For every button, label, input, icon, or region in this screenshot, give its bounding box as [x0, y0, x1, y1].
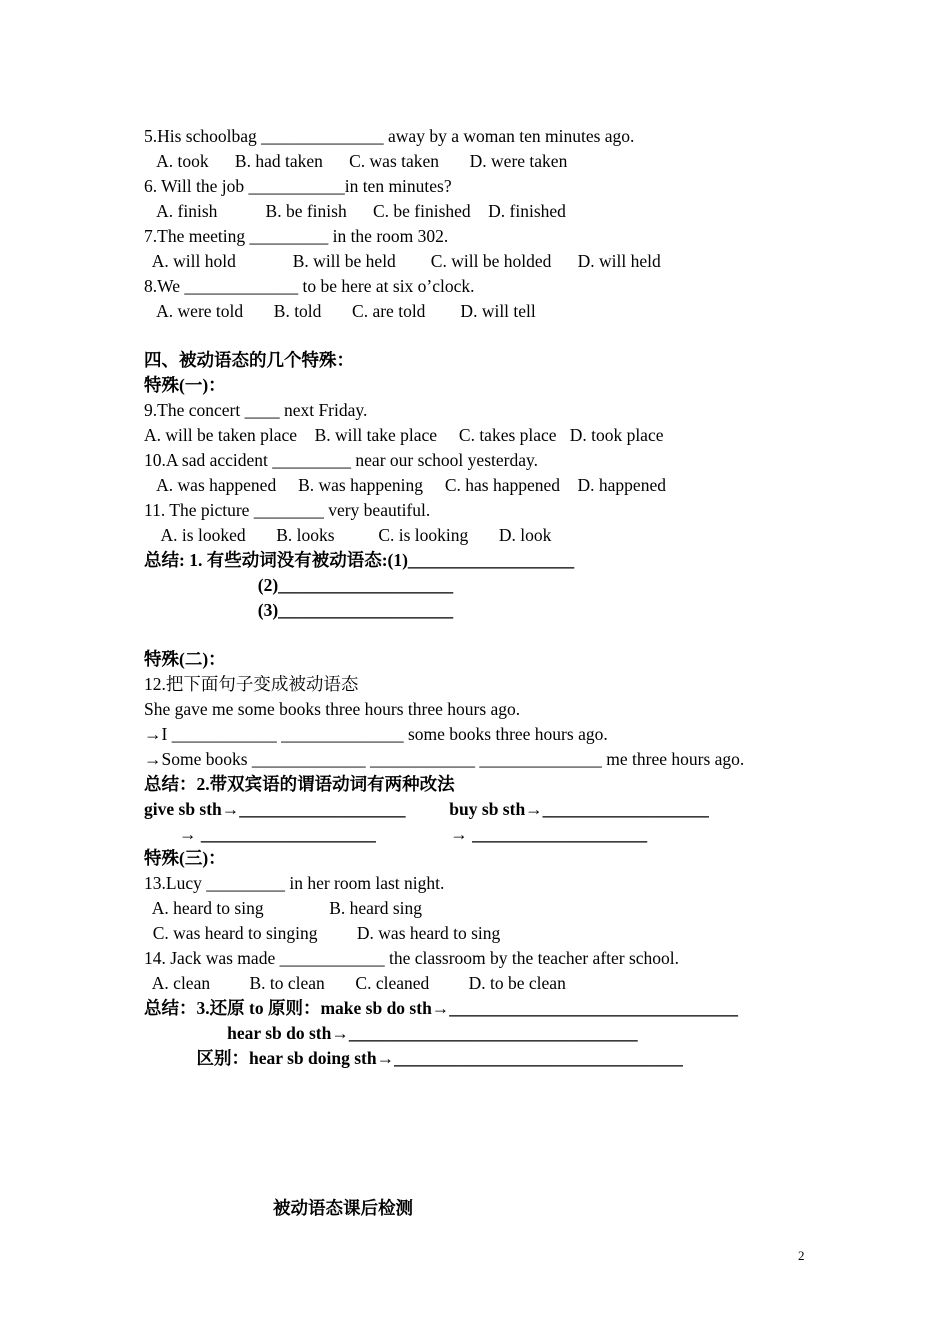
special-1-heading: 特殊(一)： [144, 375, 226, 395]
summary-3-hear: hear sb do sth→_________________________________ [144, 1023, 638, 1043]
page-number: 2 [798, 1248, 805, 1263]
q6-options: A. finish B. be finish C. be finished D. finished [144, 201, 566, 221]
summary-3-difference: 区别：hear sb doing sth→_________________________________ [144, 1048, 683, 1068]
q7-stem: 7.The meeting _________ in the room 302. [144, 226, 449, 246]
q10-stem: 10.A sad accident _________ near our school yesterday. [144, 450, 538, 470]
q9-options: A. will be taken place B. will take place C. takes place D. took place [144, 425, 664, 445]
summary-1-blank-3: (3)____________________ [144, 600, 454, 620]
summary-1-blank-2: (2)____________________ [144, 575, 454, 595]
q12-stem: 12.把下面句子变成被动语态 [144, 674, 359, 694]
q12-rewrite-1: →I ____________ ______________ some books three hours ago. [144, 724, 608, 744]
section-title: 被动语态课后检测 [273, 1198, 413, 1218]
summary-2-patterns-alt: → ____________________ → ____________________ [144, 824, 648, 844]
q11-stem: 11. The picture ________ very beautiful. [144, 500, 431, 520]
section-4-heading: 四、被动语态的几个特殊： [144, 350, 354, 370]
q12-sentence: She gave me some books three hours three hours ago. [144, 699, 521, 719]
q13-options-1: A. heard to sing B. heard sing [144, 898, 423, 918]
q9-stem: 9.The concert ____ next Friday. [144, 400, 368, 420]
q7-options: A. will hold B. will be held C. will be holded D. will held [144, 251, 661, 271]
summary-2-patterns: give sb sth→___________________ buy sb sth→___________________ [144, 799, 709, 819]
q12-rewrite-2: →Some books _____________ ____________ ______________ me three hours ago. [144, 749, 745, 769]
q5-options: A. took B. had taken C. was taken D. were taken [144, 151, 568, 171]
q11-options: A. is looked B. looks C. is looking D. look [144, 525, 552, 545]
q14-options: A. clean B. to clean C. cleaned D. to be clean [144, 973, 566, 993]
q13-stem: 13.Lucy _________ in her room last night. [144, 873, 445, 893]
special-2-heading: 特殊(二)： [144, 649, 226, 669]
q10-options: A. was happened B. was happening C. has happened D. happened [144, 475, 666, 495]
q13-options-2: C. was heard to singing D. was heard to sing [144, 923, 501, 943]
special-3-heading: 特殊(三)： [144, 848, 226, 868]
summary-3: 总结：3.还原 to 原则：make sb do sth→_________________________________ [144, 998, 739, 1018]
q6-stem: 6. Will the job ___________in ten minutes? [144, 176, 452, 196]
q8-stem: 8.We _____________ to be here at six o’clock. [144, 276, 475, 296]
q5-stem: 5.His schoolbag ______________ away by a woman ten minutes ago. [144, 126, 635, 146]
q8-options: A. were told B. told C. are told D. will tell [144, 301, 536, 321]
q14-stem: 14. Jack was made ____________ the classroom by the teacher after school. [144, 948, 680, 968]
summary-2: 总结：2.带双宾语的谓语动词有两种改法 [144, 774, 455, 794]
summary-1: 总结: 1. 有些动词没有被动语态:(1)___________________ [144, 550, 575, 570]
